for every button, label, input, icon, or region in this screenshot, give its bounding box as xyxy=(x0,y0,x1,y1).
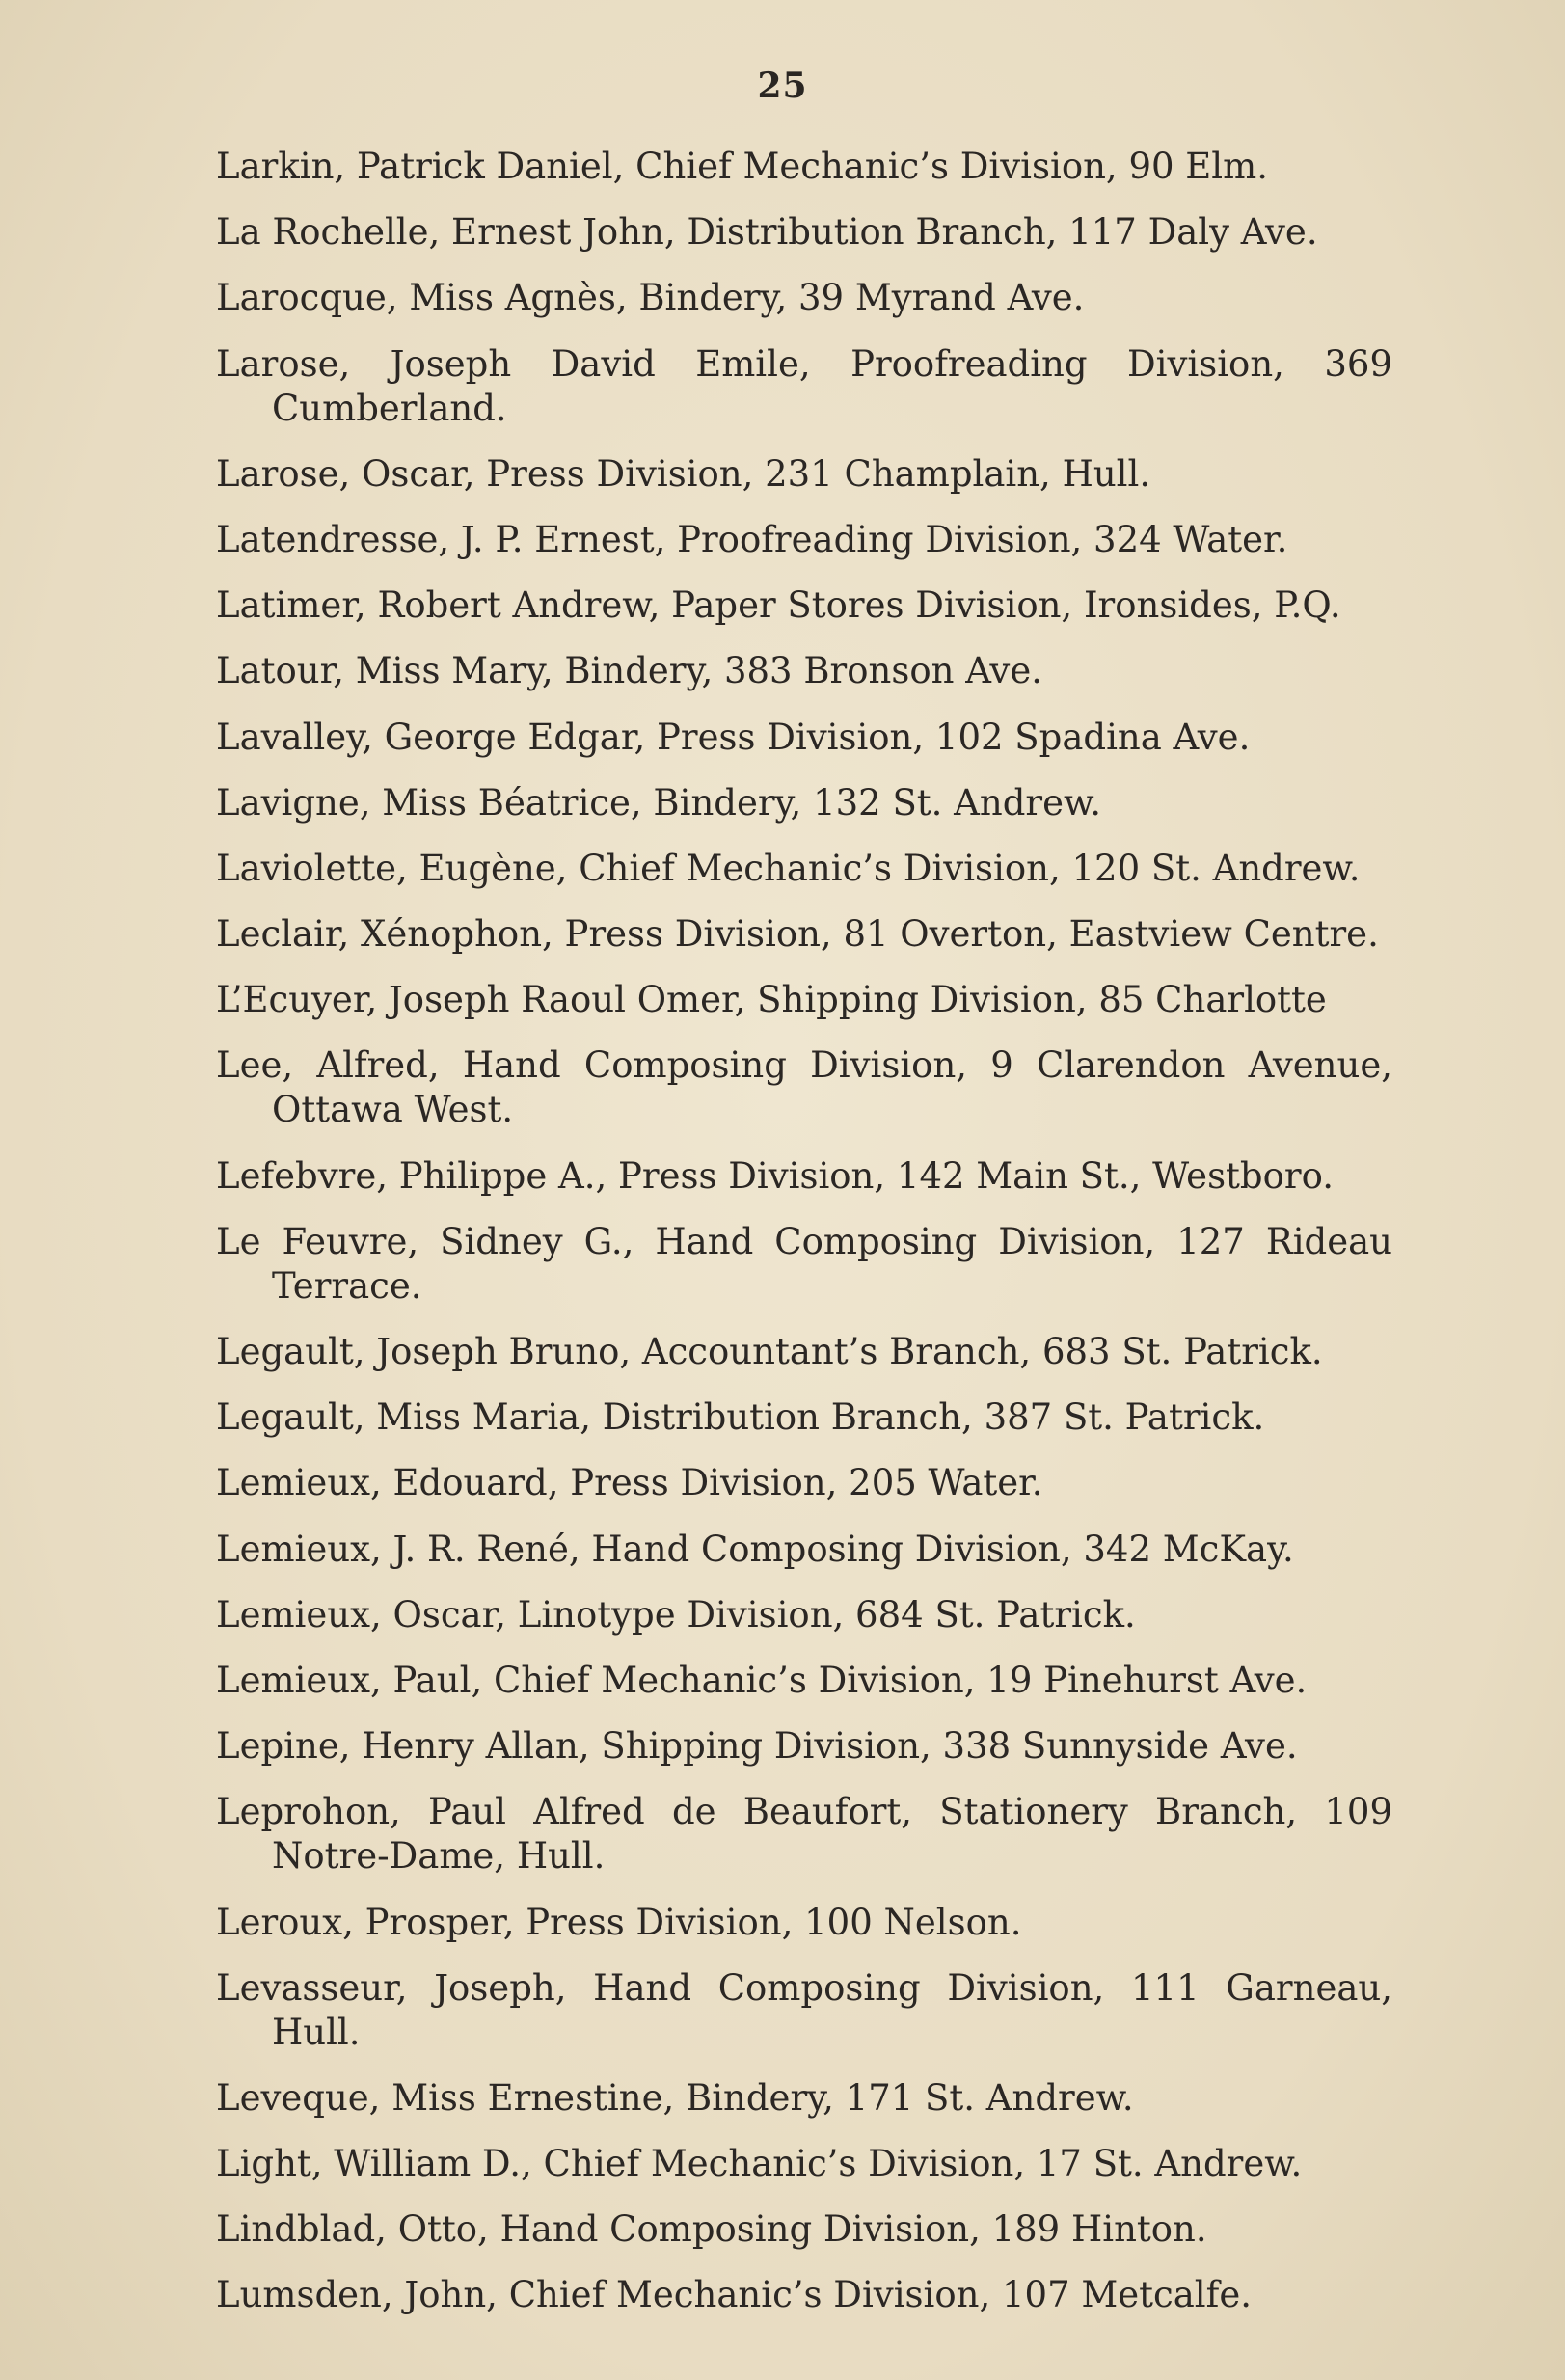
directory-entry: La Rochelle, Ernest John, Distribution Branch, 117 Daly Ave. xyxy=(216,211,1318,254)
directory-entry: Latour, Miss Mary, Bindery, 383 Bronson Ave. xyxy=(216,650,1042,692)
directory-entry: Leroux, Prosper, Press Division, 100 Nelson. xyxy=(216,1901,1022,1943)
directory-entry: Light, William D., Chief Mechanic’s Division, 17 St. Andrew. xyxy=(216,2143,1303,2185)
directory-entry: Leclair, Xénophon, Press Division, 81 Overton, Eastview Centre. xyxy=(216,913,1379,956)
directory-entry: Levasseur, Joseph, Hand Composing Division, 111 Garneau, Hull. xyxy=(216,1966,1392,2053)
directory-entry: Larocque, Miss Agnès, Bindery, 39 Myrand Ave. xyxy=(216,277,1085,319)
directory-entry: Leprohon, Paul Alfred de Beaufort, Stationery Branch, 109 Notre-Dame, Hull. xyxy=(216,1791,1392,1878)
directory-list xyxy=(216,145,1392,2339)
directory-entry: Legault, Miss Maria, Distribution Branch, 387 St. Patrick. xyxy=(216,1396,1265,1439)
directory-entry: Legault, Joseph Bruno, Accountant’s Branch, 683 St. Patrick. xyxy=(216,1331,1323,1372)
directory-entry: Latendresse, J. P. Ernest, Proofreading Division, 324 Water. xyxy=(216,518,1288,560)
page-number: 25 xyxy=(757,66,808,106)
directory-entry: Larkin, Patrick Daniel, Chief Mechanic’s Division, 90 Elm. xyxy=(216,146,1268,187)
directory-entry: Lavalley, George Edgar, Press Division, 102 Spadina Ave. xyxy=(216,716,1251,758)
directory-entry: Larose, Oscar, Press Division, 231 Champlain, Hull. xyxy=(216,452,1151,495)
directory-entry: Le Feuvre, Sidney G., Hand Composing Division, 127 Rideau Terrace. xyxy=(216,1220,1392,1307)
directory-entry: Lavigne, Miss Béatrice, Bindery, 132 St. Andrew. xyxy=(216,781,1102,824)
directory-entry: Lefebvre, Philippe A., Press Division, 142 Main St., Westboro. xyxy=(216,1154,1334,1197)
directory-entry: Lemieux, Edouard, Press Division, 205 Water. xyxy=(216,1462,1043,1504)
directory-entry: Lemieux, J. R. René, Hand Composing Division, 342 McKay. xyxy=(216,1528,1294,1570)
directory-entry: Laviolette, Eugène, Chief Mechanic’s Division, 120 St. Andrew. xyxy=(216,847,1361,889)
directory-entry: Lepine, Henry Allan, Shipping Division, 338 Sunnyside Ave. xyxy=(216,1725,1298,1768)
directory-entry: Lemieux, Oscar, Linotype Division, 684 St. Patrick. xyxy=(216,1593,1136,1636)
directory-entry: L’Ecuyer, Joseph Raoul Omer, Shipping Division, 85 Charlotte xyxy=(216,979,1327,1021)
directory-entry: Latimer, Robert Andrew, Paper Stores Division, Ironsides, P.Q. xyxy=(216,584,1341,627)
directory-entry: Leveque, Miss Ernestine, Bindery, 171 St. Andrew. xyxy=(216,2076,1134,2119)
directory-entry: Lemieux, Paul, Chief Mechanic’s Division, 19 Pinehurst Ave. xyxy=(216,1659,1308,1701)
directory-entry: Larose, Joseph David Emile, Proofreading Division, 369 Cumberland. xyxy=(216,342,1392,429)
directory-entry: Lumsden, John, Chief Mechanic’s Division, 107 Metcalfe. xyxy=(216,2274,1252,2316)
directory-entry: Lee, Alfred, Hand Composing Division, 9 Clarendon Avenue, Ottawa West. xyxy=(216,1044,1392,1131)
directory-entry: Lindblad, Otto, Hand Composing Division, 189 Hinton. xyxy=(216,2208,1207,2251)
